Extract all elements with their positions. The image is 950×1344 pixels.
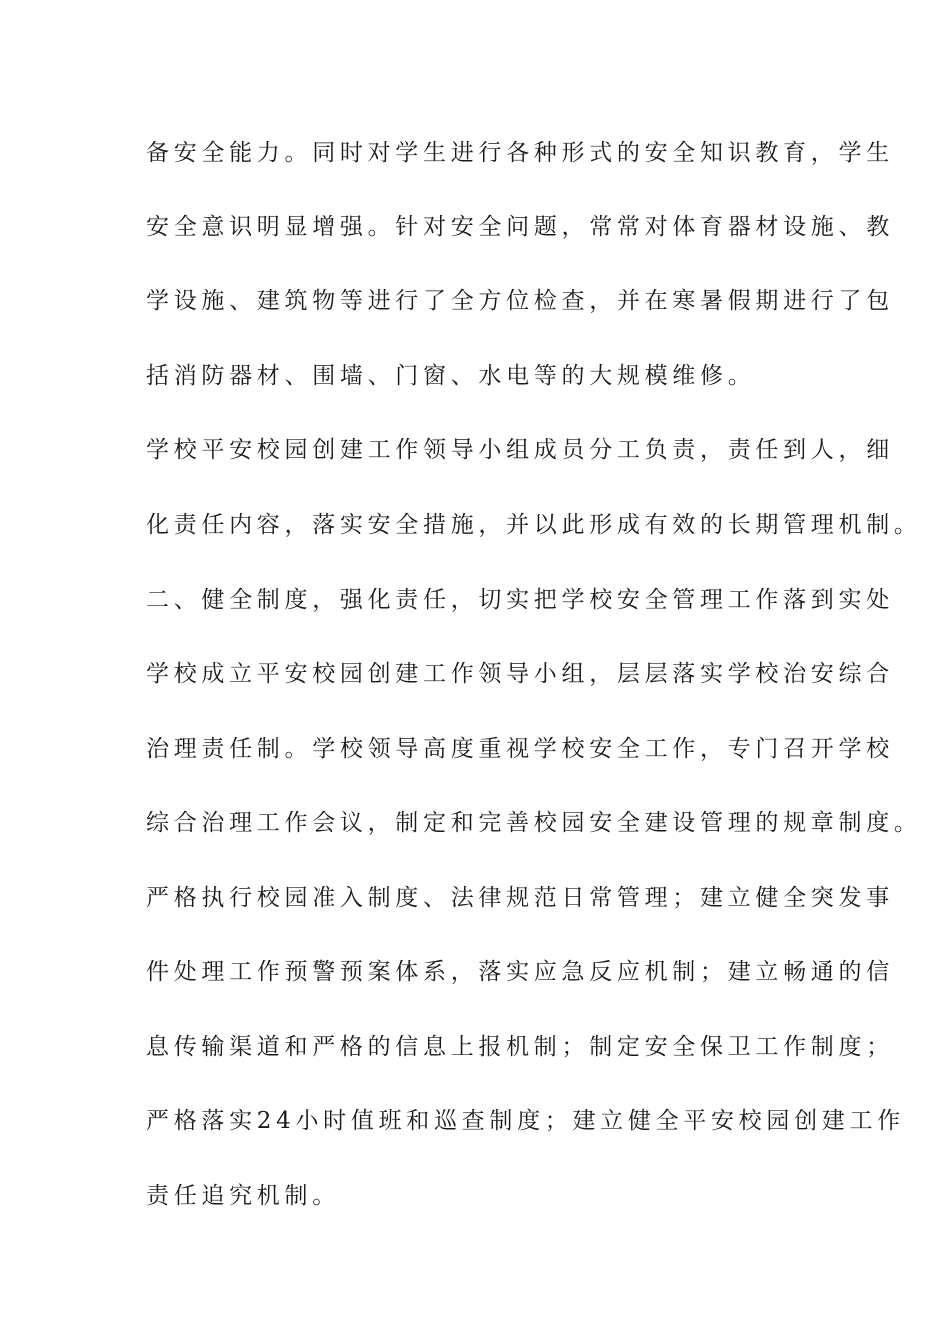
section-heading: 二、健全制度，强化责任，切实把学校安全管理工作落到实处 — [146, 587, 894, 613]
text-line: 严格落实24小时值班和巡查制度；建立健全平安校园创建工作 — [146, 1108, 905, 1134]
text-line: 学设施、建筑物等进行了全方位检查，并在寒暑假期进行了包 — [146, 288, 894, 314]
text-line: 学校平安校园创建工作领导小组成员分工负责，责任到人，细 — [146, 437, 894, 463]
text-line: 息传输渠道和严格的信息上报机制；制定安全保卫工作制度； — [146, 1034, 894, 1060]
text-line: 化责任内容，落实安全措施，并以此形成有效的长期管理机制。 — [146, 512, 922, 538]
text-line: 备安全能力。同时对学生进行各种形式的安全知识教育，学生 — [146, 140, 894, 166]
text-line: 学校成立平安校园创建工作领导小组，层层落实学校治安综合 — [146, 661, 894, 687]
text-line: 综合治理工作会议，制定和完善校园安全建设管理的规章制度。 — [146, 810, 922, 836]
text-line: 件处理工作预警预案体系，落实应急反应机制；建立畅通的信 — [146, 959, 894, 985]
text-line: 严格执行校园准入制度、法律规范日常管理；建立健全突发事 — [146, 885, 894, 911]
text-line: 治理责任制。学校领导高度重视学校安全工作，专门召开学校 — [146, 736, 894, 762]
text-line: 括消防器材、围墙、门窗、水电等的大规模维修。 — [146, 363, 756, 389]
text-line: 责任追究机制。 — [146, 1183, 340, 1209]
text-line: 安全意识明显增强。针对安全问题，常常对体育器材设施、教 — [146, 214, 894, 240]
